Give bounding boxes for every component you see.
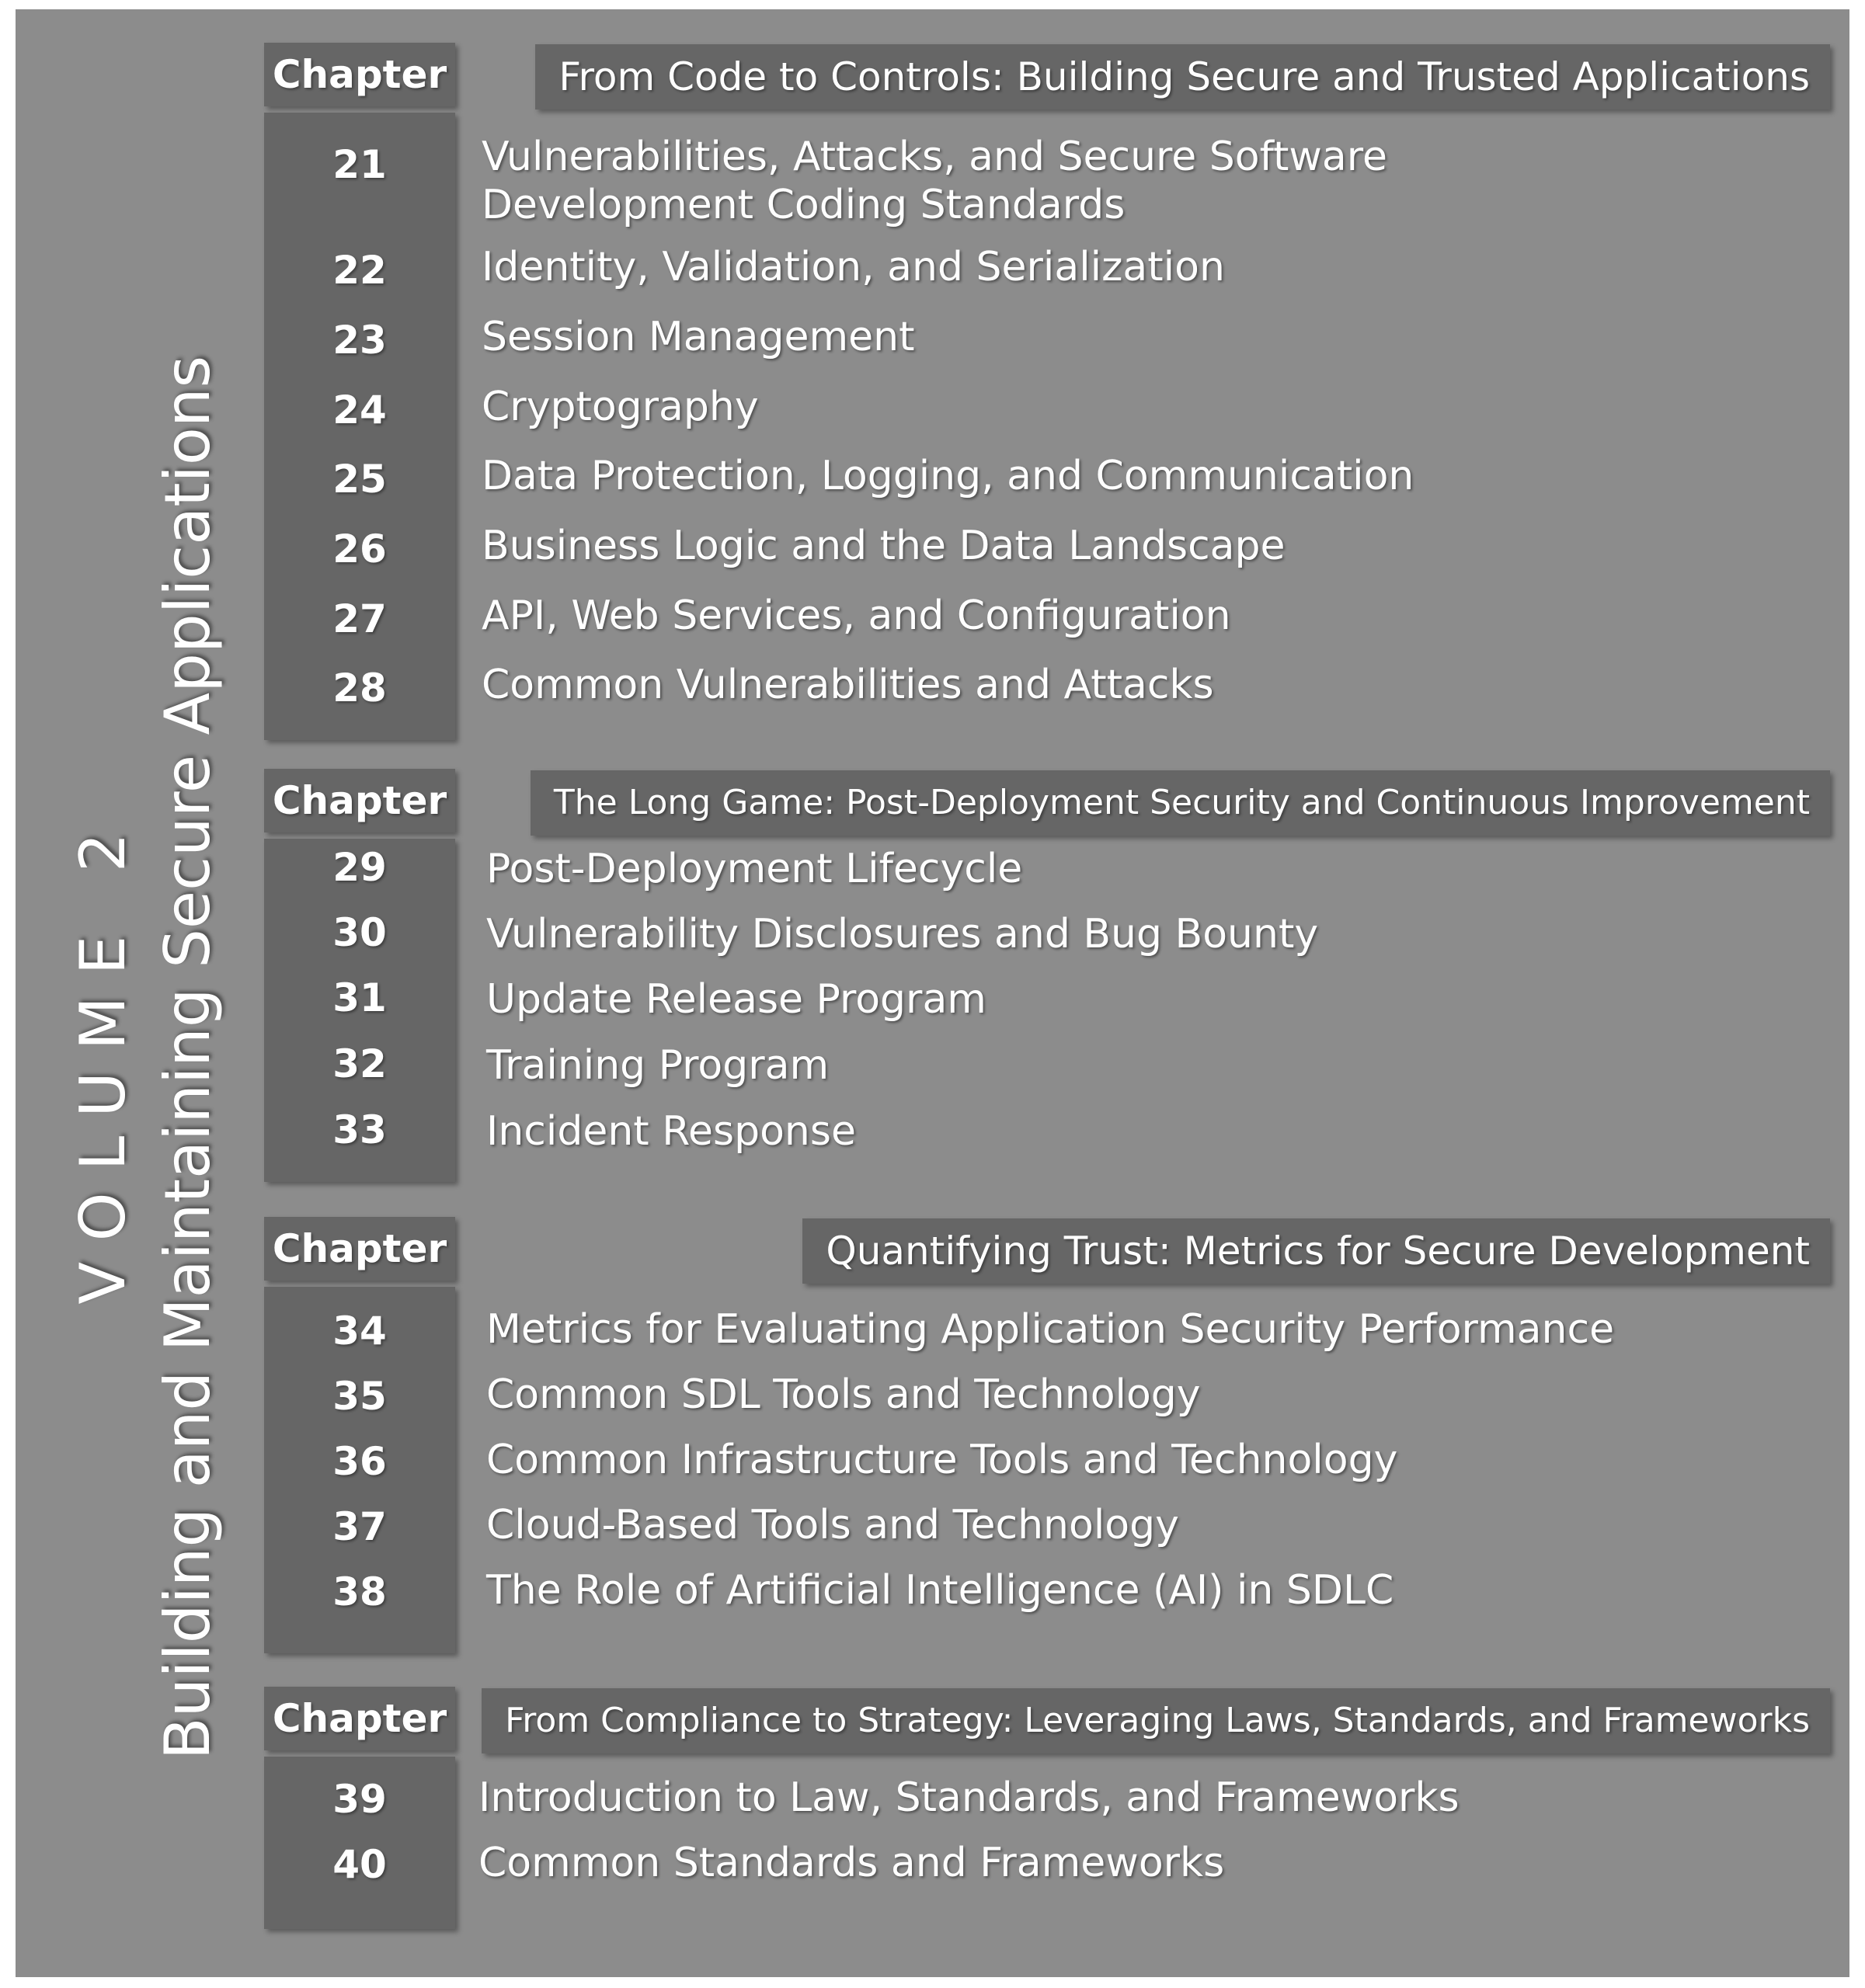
chapter-number: 23 bbox=[332, 318, 387, 363]
chapter-number: 39 bbox=[332, 1777, 387, 1822]
volume-title: Building and Maintaining Secure Applications bbox=[151, 355, 224, 1760]
chapter-number: 22 bbox=[332, 248, 387, 293]
section-compliance-strategy bbox=[264, 1687, 1830, 1951]
chapter-number: 40 bbox=[332, 1842, 387, 1887]
chapter-number: 28 bbox=[332, 666, 387, 711]
chapter-header: Chapter bbox=[264, 769, 455, 832]
chapter-number: 26 bbox=[332, 527, 387, 572]
section-title: From Code to Controls: Building Secure and Trusted Applications bbox=[535, 44, 1830, 109]
chapter-title: Vulnerability Disclosures and Bug Bounty bbox=[486, 911, 1319, 958]
chapter-number: 35 bbox=[332, 1374, 387, 1419]
chapter-title: Metrics for Evaluating Application Security Performance bbox=[486, 1306, 1615, 1353]
chapter-title: The Role of Artificial Intelligence (AI) in SDLC bbox=[486, 1567, 1394, 1614]
chapter-title: Identity, Validation, and Serialization bbox=[482, 244, 1225, 290]
section-code-to-controls bbox=[264, 43, 1830, 749]
chapter-header: Chapter bbox=[264, 1217, 455, 1281]
chapter-header: Chapter bbox=[264, 43, 455, 106]
chapter-number: 32 bbox=[332, 1041, 387, 1086]
chapter-number: 31 bbox=[332, 975, 387, 1020]
chapter-title: Data Protection, Logging, and Communication bbox=[482, 453, 1414, 499]
chapter-number: 21 bbox=[332, 142, 387, 187]
chapter-number: 34 bbox=[332, 1309, 387, 1354]
chapter-number: 24 bbox=[332, 388, 387, 433]
section-title: Quantifying Trust: Metrics for Secure Development bbox=[802, 1218, 1830, 1284]
section-title: From Compliance to Strategy: Leveraging Laws, Standards, and Frameworks bbox=[482, 1688, 1830, 1753]
chapter-title: Session Management bbox=[482, 314, 915, 360]
section-long-game bbox=[264, 769, 1830, 1196]
volume-panel bbox=[16, 9, 1849, 1977]
section-title: The Long Game: Post-Deployment Security and Continuous Improvement bbox=[531, 770, 1830, 836]
chapter-title: Incident Response bbox=[486, 1108, 856, 1155]
chapter-number: 33 bbox=[332, 1107, 387, 1152]
chapter-title: Common SDL Tools and Technology bbox=[486, 1371, 1201, 1418]
chapter-title: Business Logic and the Data Landscape bbox=[482, 523, 1286, 569]
chapter-header: Chapter bbox=[264, 1687, 455, 1750]
chapter-number: 27 bbox=[332, 596, 387, 641]
chapter-title: Update Release Program bbox=[486, 976, 986, 1023]
chapter-title: Training Program bbox=[486, 1042, 830, 1089]
chapter-number: 38 bbox=[332, 1569, 387, 1614]
chapter-number: 30 bbox=[332, 910, 387, 955]
chapter-number: 36 bbox=[332, 1439, 387, 1484]
chapter-title: Common Standards and Frameworks bbox=[478, 1840, 1225, 1886]
chapter-number: 29 bbox=[332, 845, 387, 890]
chapter-title: API, Web Services, and Configuration bbox=[482, 593, 1231, 639]
chapter-title: Vulnerabilities, Attacks, and Secure Software Development Coding Standards bbox=[482, 134, 1388, 228]
chapter-title: Common Vulnerabilities and Attacks bbox=[482, 662, 1214, 708]
volume-heading bbox=[62, 242, 233, 1873]
chapter-title: Common Infrastructure Tools and Technology bbox=[486, 1437, 1398, 1483]
chapter-title: Cryptography bbox=[482, 384, 759, 430]
volume-label: VOLUME 2 bbox=[67, 811, 139, 1305]
chapter-title: Cloud-Based Tools and Technology bbox=[486, 1502, 1179, 1548]
section-quantifying-trust bbox=[264, 1217, 1830, 1667]
chapter-number: 25 bbox=[332, 457, 387, 502]
chapter-title: Post-Deployment Lifecycle bbox=[486, 846, 1023, 892]
chapter-title: Introduction to Law, Standards, and Frameworks bbox=[478, 1774, 1460, 1821]
chapter-number: 37 bbox=[332, 1504, 387, 1549]
